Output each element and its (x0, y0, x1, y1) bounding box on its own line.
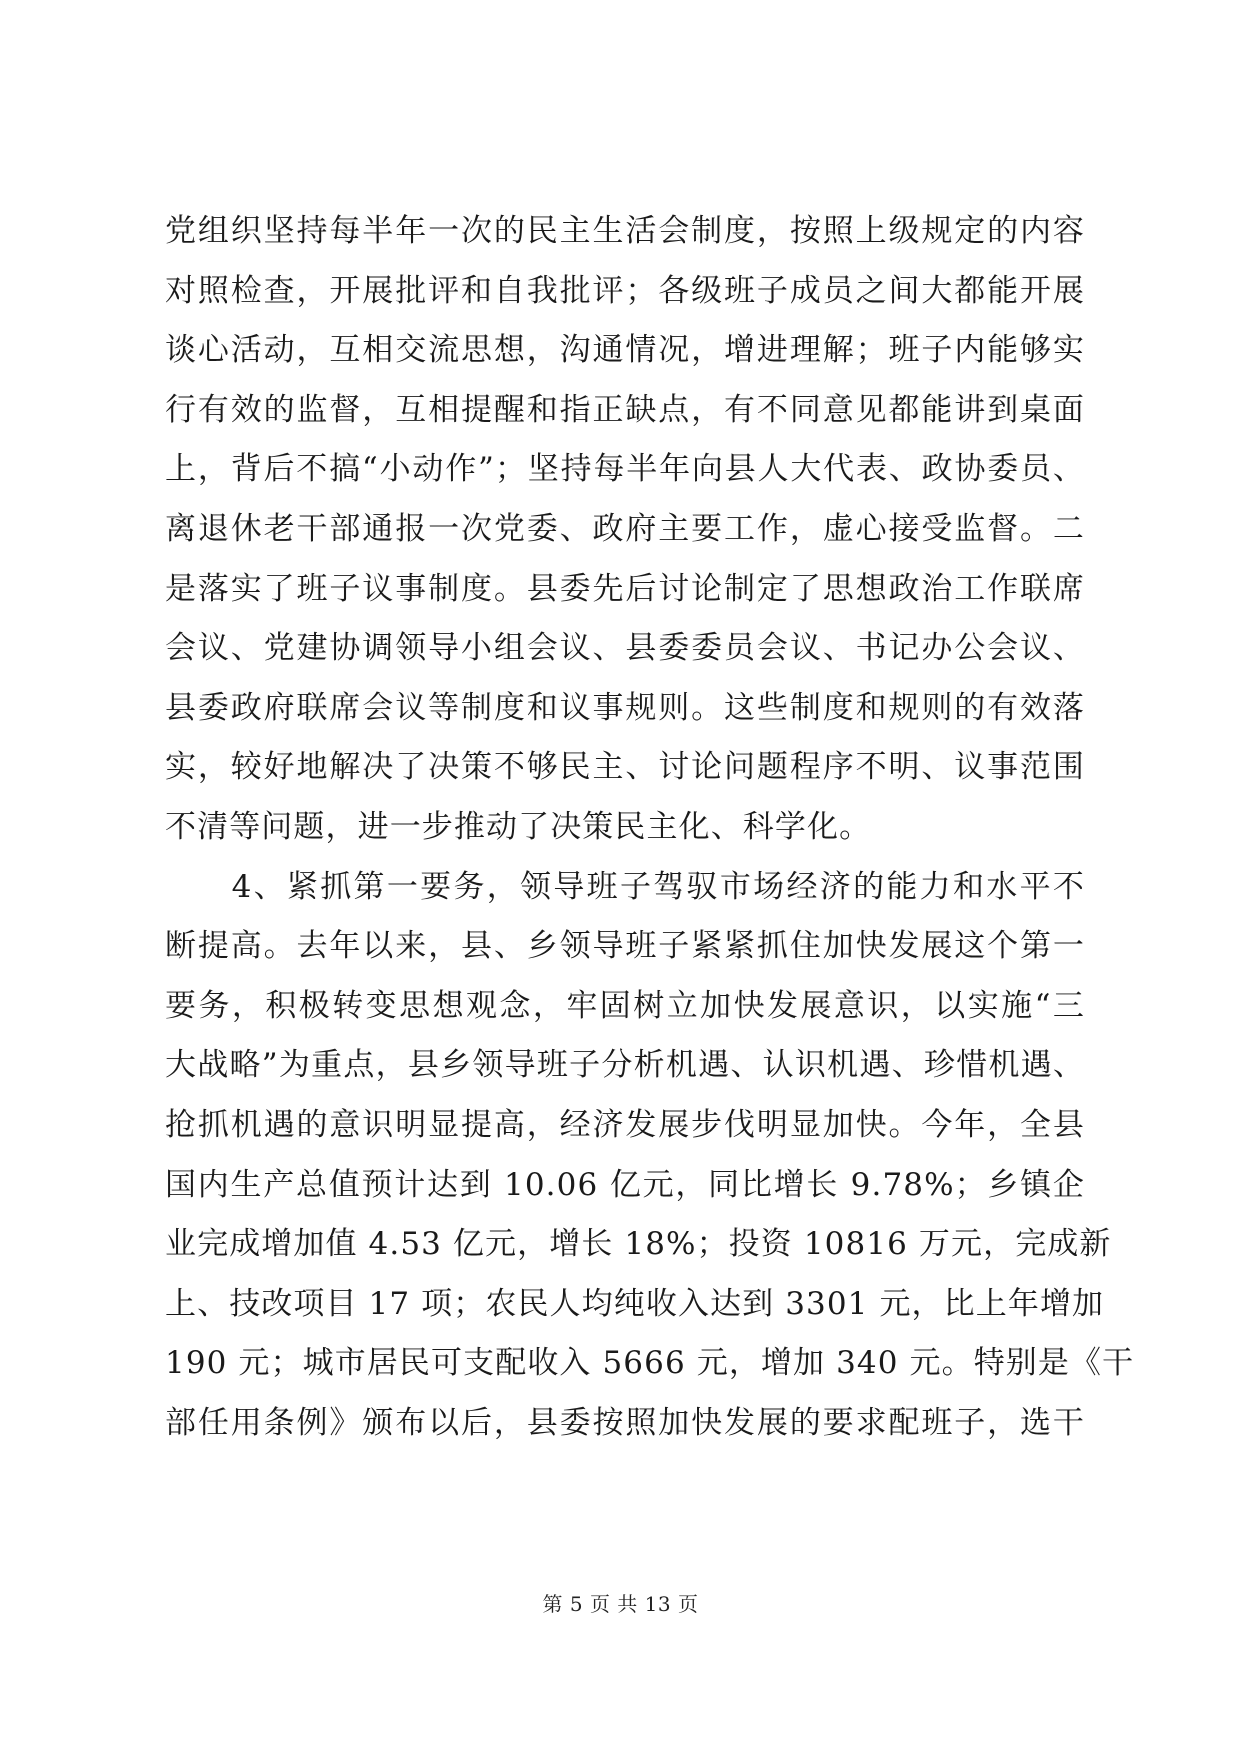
text-line: 对照检查，开展批评和自我批评；各级班子成员之间大都能开展 (165, 272, 1085, 309)
text-line: 是落实了班子议事制度。县委先后讨论制定了思想政治工作联席 (165, 570, 1085, 607)
text-line: 行有效的监督，互相提醒和指正缺点，有不同意见都能讲到桌面 (165, 391, 1085, 428)
text-line: 上，背后不搞“小动作”；坚持每半年向县人大代表、政协委员、 (165, 451, 1085, 488)
text-line: 部任用条例》颁布以后，县委按照加快发展的要求配班子，选干 (165, 1404, 1085, 1441)
text-line: 大战略”为重点，县乡领导班子分析机遇、认识机遇、珍惜机遇、 (165, 1047, 1085, 1084)
page-number-footer: 第 5 页 共 13 页 (542, 1592, 699, 1616)
body-text (165, 202, 1135, 1453)
text-line: 不清等问题，进一步推动了决策民主化、科学化。 (165, 808, 872, 845)
text-line: 业完成增加值 4.53 亿元，增长 18%；投资 10816 万元，完成新 (165, 1226, 1112, 1263)
text-line: 190 元；城市居民可支配收入 5666 元，增加 340 元。特别是《干 (165, 1345, 1135, 1382)
text-line: 党组织坚持每半年一次的民主生活会制度，按照上级规定的内容 (165, 213, 1085, 249)
text-line: 离退休老干部通报一次党委、政府主要工作，虚心接受监督。二 (165, 510, 1085, 547)
text-line: 会议、党建协调领导小组会议、县委委员会议、书记办公会议、 (165, 630, 1085, 667)
text-line: 县委政府联席会议等制度和议事规则。这些制度和规则的有效落 (165, 689, 1085, 726)
text-line: 4、紧抓第一要务，领导班子驾驭市场经济的能力和水平不 (165, 868, 1085, 905)
text-line: 实，较好地解决了决策不够民主、讨论问题程序不明、议事范围 (165, 749, 1085, 786)
text-line: 谈心活动，互相交流思想，沟通情况，增进理解；班子内能够实 (165, 332, 1085, 369)
text-line: 断提高。去年以来，县、乡领导班子紧紧抓住加快发展这个第一 (165, 928, 1085, 965)
text-line: 要务，积极转变思想观念，牢固树立加快发展意识，以实施“三 (165, 987, 1085, 1024)
text-line: 国内生产总值预计达到 10.06 亿元，同比增长 9.78%；乡镇企 (165, 1166, 1085, 1203)
text-line: 抢抓机遇的意识明显提高，经济发展步伐明显加快。今年，全县 (165, 1106, 1085, 1143)
text-line: 上、技改项目 17 项；农民人均纯收入达到 3301 元，比上年增加 (165, 1285, 1105, 1322)
